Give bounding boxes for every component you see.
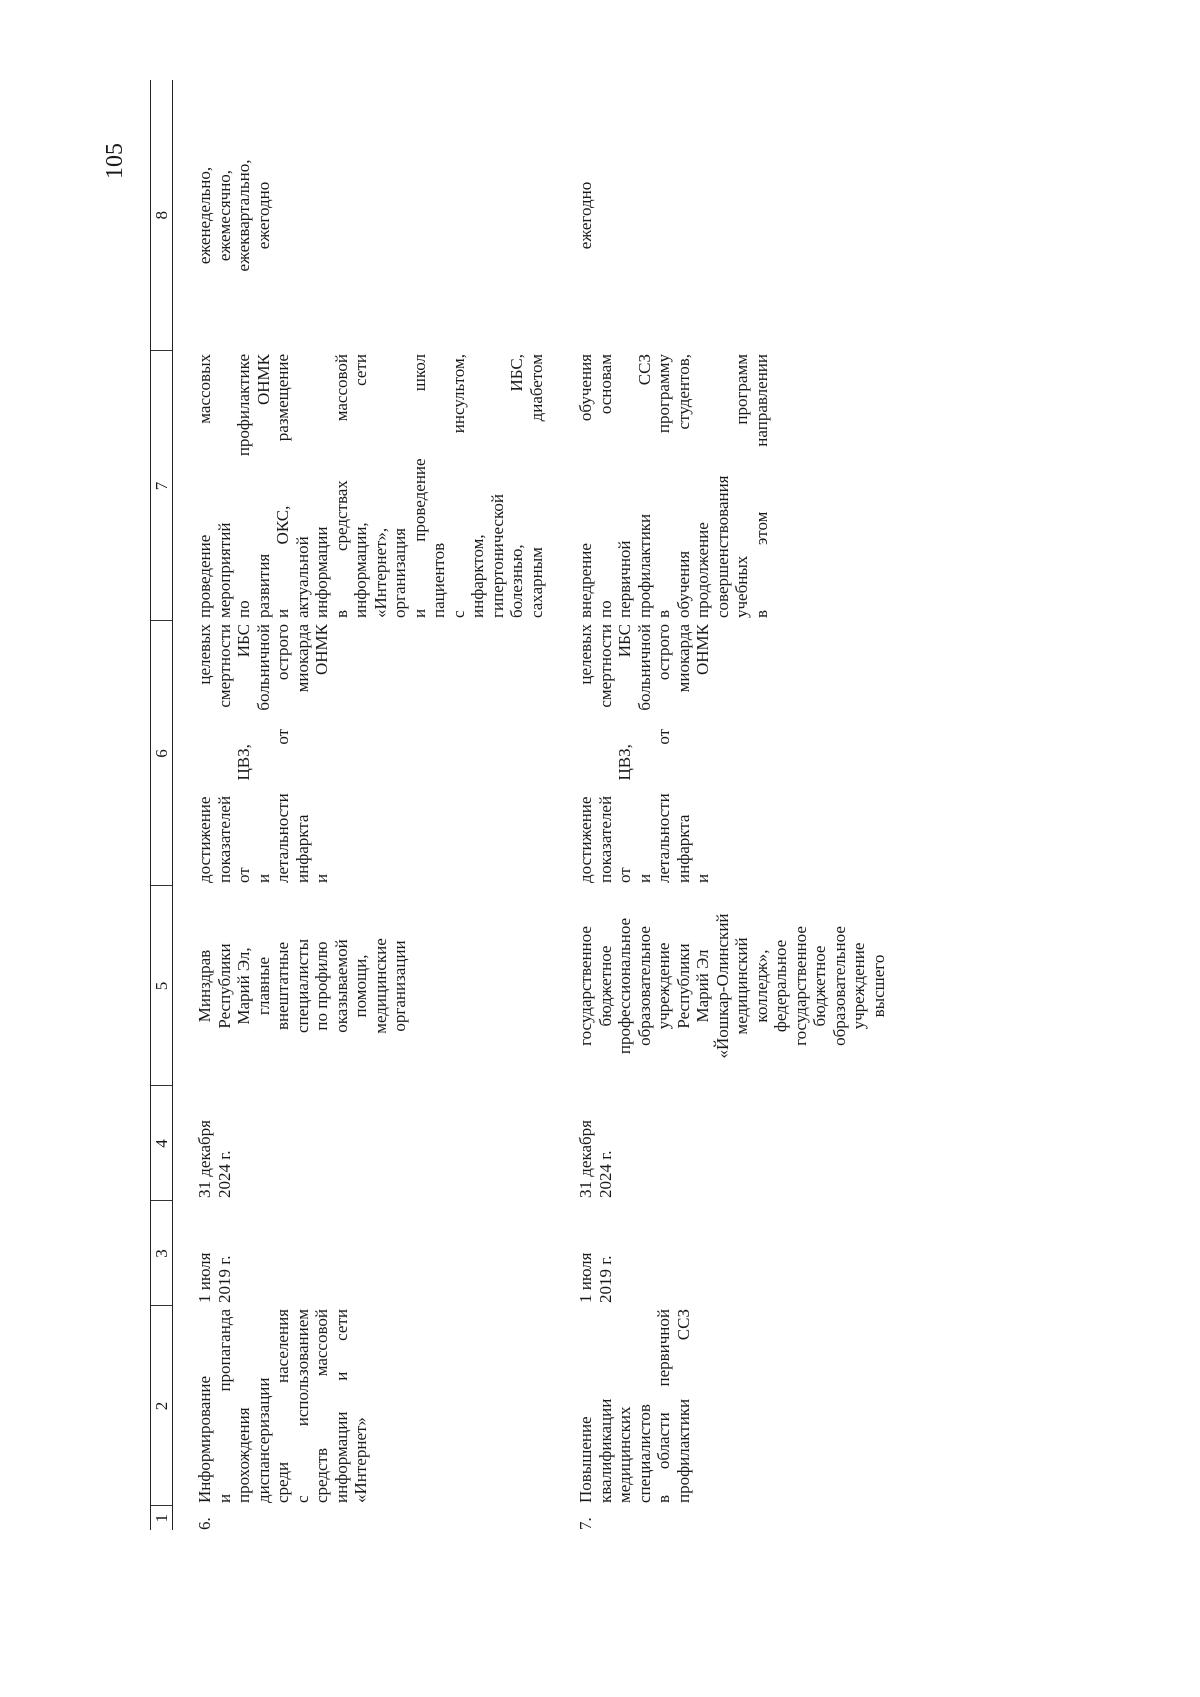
table-row — [173, 80, 547, 1530]
cell-line: в этом направлении — [751, 354, 771, 618]
page-number: 105 — [102, 143, 128, 179]
cell-line: и пропаганда — [214, 1309, 234, 1503]
cell-line: еженедельно, — [195, 166, 214, 265]
indicators-cell — [173, 621, 547, 886]
cell-line: высшего — [868, 954, 888, 1018]
cell-line: показателей смертности — [595, 624, 615, 883]
cell-line: Республики — [673, 943, 693, 1029]
cell-line: по основам — [595, 354, 615, 618]
column-number: 7 — [151, 351, 173, 621]
cell-line: колледж», — [751, 949, 771, 1023]
cell-line: прохождения — [234, 1407, 253, 1503]
cell-line: первичной — [615, 540, 634, 618]
cell-line: 2019 г. — [214, 1255, 234, 1303]
end-date-cell — [546, 1086, 888, 1201]
result-cell — [173, 351, 547, 621]
cell-line: бюджетное — [810, 945, 829, 1027]
cell-line: от ЦВЗ, ИБС — [234, 624, 253, 883]
cell-line: и проведение школ — [409, 354, 429, 618]
cell-line: главные — [253, 956, 273, 1016]
cell-line: учреждение — [654, 942, 673, 1030]
cell-line: профессиональное — [615, 917, 634, 1055]
responsible-cell — [173, 886, 547, 1086]
cell-line: инфаркта миокарда — [673, 624, 693, 883]
row-number: 6. — [195, 1517, 214, 1530]
cell-line: медицинский — [732, 937, 751, 1035]
column-number: 4 — [151, 1086, 173, 1201]
cell-line: специалистов — [634, 1404, 654, 1503]
cell-line: 2019 г. — [595, 1255, 615, 1303]
cell-line: Минздрав — [195, 949, 214, 1023]
cell-line: учреждение — [849, 942, 868, 1030]
cell-line: 31 декабря — [195, 1120, 214, 1198]
cell-line: по профилактике — [234, 354, 253, 618]
row-number: 7. — [576, 1517, 595, 1530]
cell-line: внедрение обучения — [576, 354, 595, 618]
start-date-cell — [546, 1201, 888, 1306]
cell-line: специалисты — [292, 938, 312, 1034]
cell-line: актуальной — [292, 536, 312, 618]
responsible-cell — [546, 886, 888, 1086]
activity-cell — [173, 1306, 547, 1506]
cell-line: Информирование — [195, 1375, 214, 1503]
cell-line: «Йошкар-Олинский — [712, 913, 732, 1059]
indicators-cell — [546, 621, 888, 886]
cell-line: гипертонической — [487, 494, 507, 618]
cell-line: «Интернет» — [351, 1417, 370, 1503]
cell-line: с использованием — [292, 1309, 312, 1503]
start-date-cell — [173, 1201, 547, 1306]
table-row — [546, 80, 888, 1530]
cell-line: Марий Эл — [693, 949, 712, 1023]
cell-line: Республики — [214, 943, 234, 1029]
cell-line: по профилю — [312, 941, 331, 1031]
column-number: 5 — [151, 886, 173, 1086]
cell-line: помощи, — [351, 954, 370, 1018]
cell-line: внештатные — [273, 942, 292, 1030]
cell-line: профилактики ССЗ — [634, 354, 654, 618]
cell-line: от ЦВЗ, ИБС — [615, 624, 634, 883]
cell-line: государственное — [576, 926, 595, 1046]
cell-line: образовательное — [634, 926, 654, 1046]
cell-line: ежегодно — [576, 181, 595, 250]
cell-line: 1 июля — [195, 1252, 214, 1303]
cell-line: инфарктом, — [468, 534, 487, 618]
cell-line: Повышение — [576, 1416, 595, 1503]
cell-line: мероприятий — [214, 522, 234, 618]
cell-line: образовательное — [829, 926, 849, 1046]
measures-table — [150, 80, 888, 1530]
end-date-cell — [173, 1086, 547, 1201]
cell-line: достижение целевых — [576, 624, 595, 883]
frequency-cell — [546, 80, 888, 351]
cell-line: учебных программ — [732, 354, 751, 618]
cell-line: в области первичной — [654, 1309, 673, 1503]
cell-line: в программу — [654, 354, 673, 618]
column-number-row — [151, 80, 173, 1530]
cell-line: совершенствования — [712, 475, 732, 618]
cell-line: 2024 г. — [595, 1150, 615, 1198]
cell-line: государственное — [790, 926, 810, 1046]
cell-line: летальности от острого — [273, 624, 292, 883]
cell-line: средств массовой — [312, 1309, 331, 1503]
cell-line: Марий Эл, — [234, 947, 253, 1025]
cell-line: организация — [390, 528, 409, 618]
cell-line: развития ОНМК — [253, 354, 273, 618]
cell-line: с инсультом, — [448, 354, 468, 618]
cell-line: проведение массовых — [195, 354, 214, 618]
cell-line: и ОНМК — [693, 624, 712, 883]
column-number: 2 — [151, 1306, 173, 1506]
cell-line: квалификации — [595, 1398, 615, 1503]
activity-cell — [546, 1306, 888, 1506]
cell-line: информации и сети — [331, 1309, 351, 1503]
cell-line: медицинских — [615, 1406, 634, 1503]
cell-line: летальности от острого — [654, 624, 673, 883]
cell-line: 31 декабря — [576, 1120, 595, 1198]
cell-line: достижение целевых — [195, 624, 214, 883]
cell-line: информации, сети — [351, 354, 370, 618]
cell-line: ежегодно — [253, 181, 273, 250]
cell-line: «Интернет», — [370, 527, 390, 618]
cell-line: и ОНМК — [312, 624, 331, 883]
cell-line: болезнью, ИБС, — [507, 354, 526, 618]
column-number: 1 — [151, 1506, 173, 1530]
cell-line: пациентов — [429, 542, 448, 618]
frequency-cell — [173, 80, 547, 351]
cell-line: сахарным диабетом — [526, 354, 546, 618]
cell-line: инфаркта миокарда — [292, 624, 312, 883]
cell-line: 1 июля — [576, 1252, 595, 1303]
column-number: 8 — [151, 80, 173, 351]
cell-line: продолжение — [693, 522, 712, 618]
column-number: 6 — [151, 621, 173, 886]
cell-line: медицинские — [370, 938, 390, 1034]
cell-line: показателей смертности — [214, 624, 234, 883]
cell-line: обучения студентов, — [673, 354, 693, 618]
rotated-page-content — [150, 80, 1050, 1530]
cell-line: 2024 г. — [214, 1150, 234, 1198]
column-number: 3 — [151, 1201, 173, 1306]
cell-line: диспансеризации — [253, 1377, 273, 1503]
cell-line: информации — [312, 526, 331, 618]
cell-line: ежеквартально, — [234, 159, 253, 272]
cell-line: федеральное — [771, 939, 790, 1033]
cell-line: бюджетное — [595, 945, 615, 1027]
cell-line: оказываемой — [331, 939, 351, 1033]
cell-line: среди населения — [273, 1309, 292, 1503]
cell-line: организации — [390, 940, 409, 1032]
cell-line: в средствах массовой — [331, 354, 351, 618]
result-cell — [546, 351, 888, 621]
cell-line: ежемесячно, — [214, 169, 234, 262]
cell-line: и больничной — [253, 624, 273, 883]
cell-line: и ОКС, размещение — [273, 354, 292, 618]
cell-line: и больничной — [634, 624, 654, 883]
cell-line: профилактики ССЗ — [673, 1309, 693, 1503]
